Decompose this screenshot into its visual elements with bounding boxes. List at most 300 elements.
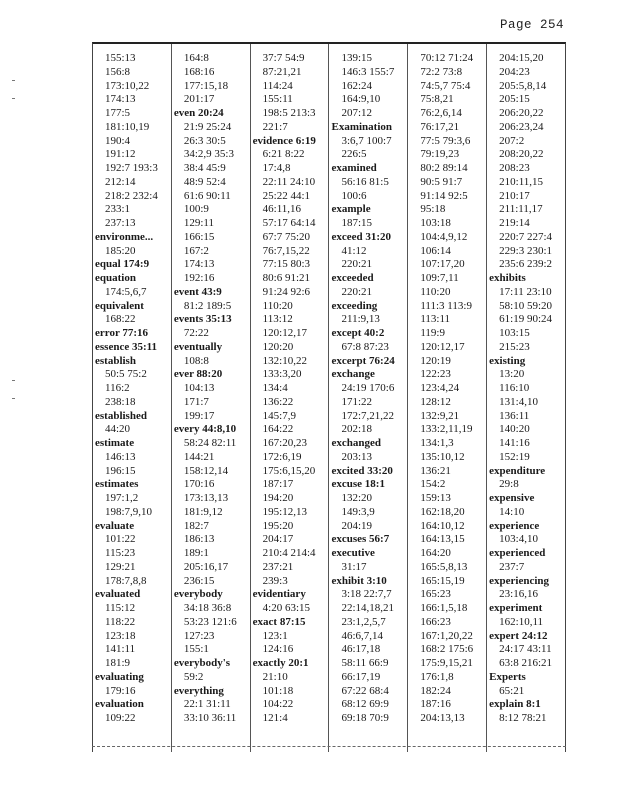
index-reference: 179:16 [105,684,136,697]
index-reference: 195:20 [262,519,294,532]
bottom-rule [92,746,566,747]
index-reference: 107:17,20 [420,258,465,271]
index-reference: 116:2 [105,382,130,394]
index-term: explain 8:1 [489,698,541,711]
index-reference: 182:7 [183,519,209,532]
index-term: events 35:13 [173,313,232,326]
index-reference: 76:2,6,14 [420,107,462,119]
index-reference: 186:13 [183,533,215,546]
index-reference: 6:21 8:22 [262,148,305,161]
index-reference: 146:13 [105,450,136,463]
index-reference: 221:7 [262,120,288,133]
index-reference: 109:7,11 [420,272,459,284]
index-term: excuse 18:1 [331,478,385,491]
index-reference: 103:18 [420,217,451,229]
index-reference: 23:1,2,5,7 [341,615,386,628]
index-reference: 237:13 [105,217,136,229]
index-reference: 195:12,13 [262,505,307,518]
index-reference: 205:15 [499,93,530,106]
index-reference: 113:12 [262,313,293,326]
index-reference: 167:20,23 [262,437,307,449]
index-reference: 176:1,8 [420,670,454,683]
index-reference: 22:11 24:10 [262,175,316,188]
index-reference: 165:15,19 [420,574,465,587]
index-reference: 198:7,9,10 [105,505,153,518]
index-term: expensive [489,492,535,504]
index-reference: 210:4 214:4 [262,547,316,559]
index-reference: 34:2,9 35:3 [183,148,234,161]
index-reference: 132:9,21 [420,409,460,422]
index-reference: 80:6 91:21 [262,272,311,284]
index-reference: 37:7 54:9 [262,52,305,64]
index-reference: 103:15 [499,327,530,339]
index-reference: 206:23,24 [499,120,544,133]
index-reference: 115:12 [105,602,136,614]
index-reference: 21:10 [262,670,288,683]
index-reference: 110:20 [262,299,293,312]
index-reference: 235:6 239:2 [499,258,553,271]
page-number: Page 254 [499,18,564,32]
index-reference: 59:2 [183,670,204,683]
index-reference: 168:22 [105,313,136,326]
index-reference: 146:3 155:7 [341,65,395,78]
index-reference: 156:8 [105,65,131,78]
index-reference: 68:12 69:9 [341,698,389,711]
index-reference: 120:12,17 [262,327,307,339]
index-reference: 90:5 91:7 [420,175,463,188]
index-reference: 233:1 [105,203,131,216]
index-reference: 116:10 [499,382,530,394]
index-reference: 168:2 175:6 [420,643,474,656]
index-term: evaluate [95,519,135,532]
index-term: evidentiary [252,588,306,601]
index-term: evidence 6:19 [252,134,316,147]
index-reference: 210:17 [499,189,530,202]
index-reference: 152:19 [499,450,530,463]
index-reference: 211:11,17 [499,203,543,216]
index-term: estimates [95,478,139,491]
index-reference: 69:18 70:9 [341,712,389,724]
index-reference: 171:7 [183,395,209,408]
index-reference: 164:22 [262,423,294,436]
index-reference: 103:4,10 [499,533,538,546]
index-reference: 76:7,15,22 [262,244,310,257]
index-reference: 196:15 [105,464,136,477]
index-term: experienced [489,547,546,559]
index-reference: 205:5,8,14 [499,79,547,92]
index-reference: 75:8,21 [420,93,454,106]
index-term: except 40:2 [331,327,385,339]
index-reference: 46:11,16 [262,203,302,216]
index-reference: 74:5,7 75:4 [420,79,471,92]
index-reference: 91:24 92:6 [262,285,311,298]
index-term: error 77:16 [95,327,149,339]
index-reference: 58:11 66:9 [341,657,389,669]
index-term: exceed 31:20 [331,230,392,243]
index-reference: 220:7 227:4 [499,230,553,243]
index-columns [93,44,565,752]
index-frame [92,42,566,752]
index-term: exhibit 3:10 [331,574,387,587]
index-reference: 122:23 [420,368,451,381]
index-reference: 162:24 [341,79,373,92]
index-reference: 50:5 75:2 [105,368,147,381]
index-reference: 67:7 75:20 [262,230,311,243]
index-reference: 206:20,22 [499,107,544,119]
index-reference: 155:11 [262,93,293,106]
index-reference: 187:15 [341,217,373,229]
index-reference: 197:1,2 [105,492,139,504]
index-reference: 124:16 [262,643,294,656]
index-reference: 3:6,7 100:7 [341,134,392,147]
index-reference: 25:22 44:1 [262,189,311,202]
index-reference: 192:7 193:3 [105,162,158,174]
index-reference: 189:1 [183,547,209,559]
index-reference: 26:3 30:5 [183,134,226,147]
index-term: evaluating [95,670,144,683]
index-reference: 149:3,9 [341,505,375,518]
index-reference: 95:18 [420,203,446,216]
index-reference: 141:16 [499,437,530,449]
index-reference: 58:10 59:20 [499,299,553,312]
index-term: expert 24:12 [489,629,548,642]
index-reference: 175:6,15,20 [262,464,316,477]
index-reference: 139:15 [341,52,373,64]
index-reference: 181:9,12 [183,505,223,518]
index-reference: 207:12 [341,107,373,119]
index-reference: 77:15 80:3 [262,258,311,271]
index-reference: 123:1 [262,629,288,642]
index-reference: 72:2 73:8 [420,65,463,78]
index-term: exhibits [489,272,526,284]
index-reference: 61:19 90:24 [499,313,553,326]
index-reference: 155:13 [105,52,136,64]
index-reference: 192:16 [183,272,215,284]
index-reference: 158:12,14 [183,464,229,477]
index-reference: 120:19 [420,354,451,367]
index-term: essence 35:11 [95,340,158,353]
index-term: ever 88:20 [173,368,223,381]
index-reference: 187:16 [420,698,451,711]
index-reference: 67:8 87:23 [341,340,389,353]
index-reference: 21:9 25:24 [183,120,232,133]
index-reference: 191:12 [105,148,136,161]
index-reference: 144:21 [183,450,215,463]
index-reference: 46:6,7,14 [341,629,384,642]
index-reference: 236:15 [183,574,215,587]
index-reference: 22:14,18,21 [341,602,395,614]
index-term: Examination [331,120,392,133]
index-reference: 220:21 [341,285,373,298]
index-column-2 [172,44,251,752]
index-reference: 181:10,19 [105,120,150,133]
index-reference: 100:6 [341,189,367,202]
index-reference: 101:18 [262,684,294,697]
index-reference: 132:10,22 [262,354,307,367]
index-reference: 215:23 [499,340,530,353]
index-reference: 104:13 [183,382,215,394]
index-term: environme... [95,230,154,243]
index-reference: 154:2 [420,478,446,491]
index-reference: 226:5 [341,148,367,161]
index-term: eventually [173,340,223,353]
index-reference: 162:10,11 [499,615,544,628]
index-reference: 164:8 [183,52,209,64]
index-term: evaluation [95,698,144,711]
index-reference: 129:21 [105,560,136,573]
index-reference: 162:18,20 [420,505,465,518]
index-reference: 187:17 [262,478,294,491]
index-term: equation [95,272,136,284]
index-reference: 166:15 [183,230,215,243]
index-term: experiencing [489,574,550,587]
index-reference: 81:2 189:5 [183,299,232,312]
index-term: event 43:9 [173,285,222,298]
index-reference: 100:9 [183,203,209,216]
index-term: established [95,409,147,422]
index-reference: 177:5 [105,107,131,119]
index-reference: 8:12 78:21 [499,712,547,724]
index-reference: 211:9,13 [341,313,380,326]
index-reference: 205:16,17 [183,560,229,573]
index-reference: 31:17 [341,560,367,573]
index-reference: 13:20 [499,368,525,381]
index-term: excuses 56:7 [331,533,390,546]
index-reference: 63:8 216:21 [499,657,553,669]
index-reference: 173:10,22 [105,79,150,92]
index-term: exchanged [331,437,381,449]
index-column-5 [408,44,487,752]
index-reference: 164:10,12 [420,519,465,532]
index-reference: 174:5,6,7 [105,285,147,298]
index-reference: 118:22 [105,615,136,628]
index-reference: 194:20 [262,492,294,504]
index-reference: 172:6,19 [262,450,302,463]
index-reference: 17:4,8 [262,162,291,174]
index-reference: 164:20 [420,547,451,559]
index-reference: 128:12 [420,395,451,408]
index-reference: 131:4,10 [499,395,538,408]
index-reference: 172:7,21,22 [341,409,395,422]
index-reference: 111:3 113:9 [420,299,472,312]
index-reference: 164:9,10 [341,93,381,106]
index-reference: 53:23 121:6 [183,615,237,628]
index-reference: 77:5 79:3,6 [420,134,471,147]
index-reference: 174:13 [105,93,136,106]
index-reference: 123:4,24 [420,382,460,394]
index-reference: 127:23 [183,629,215,642]
index-term: everybody [173,588,223,601]
index-reference: 134:1,3 [420,437,454,449]
index-reference: 219:14 [499,217,530,229]
index-term: everybody's [173,657,231,669]
index-reference: 110:20 [420,285,451,298]
index-reference: 136:21 [420,464,451,477]
index-reference: 207:2 [499,134,525,147]
index-reference: 80:2 89:14 [420,162,468,174]
index-reference: 204:17 [262,533,294,546]
index-reference: 140:20 [499,423,530,436]
index-reference: 58:24 82:11 [183,437,237,449]
index-reference: 41:12 [341,244,367,257]
index-reference: 113:11 [420,313,451,326]
index-reference: 136:22 [262,395,294,408]
index-column-3 [251,44,330,752]
index-reference: 67:22 68:4 [341,684,389,697]
index-reference: 181:9 [105,657,131,669]
index-reference: 164:13,15 [420,533,465,546]
index-term: exceeded [331,272,374,284]
index-reference: 203:13 [341,450,373,463]
index-reference: 134:4 [262,382,288,394]
index-term: experience [489,519,540,532]
index-reference: 212:14 [105,175,136,188]
index-reference: 65:21 [499,684,525,697]
index-reference: 70:12 71:24 [420,52,474,64]
index-term: equivalent [95,299,144,312]
index-term: examined [331,162,377,174]
index-reference: 165:5,8,13 [420,560,468,573]
index-reference: 168:16 [183,65,215,78]
index-reference: 210:11,15 [499,175,544,188]
margin-mark [12,80,15,81]
index-reference: 159:13 [420,492,451,504]
index-reference: 104:4,9,12 [420,230,468,243]
index-reference: 91:14 92:5 [420,189,468,202]
index-reference: 171:22 [341,395,373,408]
index-reference: 24:17 43:11 [499,643,552,656]
index-reference: 14:10 [499,505,525,518]
index-reference: 133:2,11,19 [420,423,473,436]
index-reference: 23:16,16 [499,588,538,601]
index-reference: 132:20 [341,492,373,504]
index-term: exchange [331,368,375,381]
index-reference: 121:4 [262,712,288,724]
index-reference: 145:7,9 [262,409,296,422]
index-reference: 22:1 31:11 [183,698,231,711]
index-reference: 48:9 52:4 [183,175,226,188]
index-reference: 199:17 [183,409,215,422]
index-reference: 34:18 36:8 [183,602,232,614]
index-reference: 208:23 [499,162,530,174]
index-reference: 119:9 [420,327,445,339]
index-term: exactly 20:1 [252,657,309,669]
index-term: excerpt 76:24 [331,354,395,367]
index-reference: 104:22 [262,698,294,711]
index-reference: 76:17,21 [420,120,460,133]
index-column-6 [487,44,565,752]
index-reference: 237:21 [262,560,294,573]
index-reference: 185:20 [105,244,136,257]
index-reference: 170:16 [183,478,215,491]
index-reference: 165:23 [420,588,451,601]
index-term: expenditure [489,464,546,477]
index-reference: 115:23 [105,547,136,559]
index-reference: 204:13,13 [420,712,465,724]
index-reference: 173:13,13 [183,492,229,504]
index-term: example [331,203,371,216]
index-reference: 177:15,18 [183,79,229,92]
index-reference: 201:17 [183,93,215,106]
index-reference: 220:21 [341,258,373,271]
index-reference: 202:18 [341,423,373,436]
index-reference: 114:24 [262,79,293,92]
index-reference: 229:3 230:1 [499,244,553,257]
index-reference: 38:4 45:9 [183,162,226,174]
index-reference: 178:7,8,8 [105,574,147,587]
index-reference: 204:15,20 [499,52,544,64]
index-term: even 20:24 [173,107,224,119]
margin-mark [12,398,15,399]
index-reference: 133:3,20 [262,368,302,381]
index-reference: 17:11 23:10 [499,285,552,298]
index-reference: 29:8 [499,478,519,491]
index-term: evaluated [95,588,141,601]
index-reference: 167:2 [183,244,209,257]
index-reference: 218:2 232:4 [105,189,158,202]
index-reference: 182:24 [420,684,451,697]
index-column-1 [93,44,172,752]
index-term: equal 174:9 [95,258,150,271]
index-term: exceeding [331,299,378,312]
index-term: existing [489,354,526,367]
index-reference: 101:22 [105,533,136,546]
index-reference: 120:12,17 [420,340,465,353]
index-reference: 175:9,15,21 [420,657,473,669]
index-reference: 46:17,18 [341,643,381,656]
index-term: exact 87:15 [252,615,306,628]
index-reference: 120:20 [262,340,294,353]
index-reference: 155:1 [183,643,209,656]
index-reference: 204:19 [341,519,373,532]
index-reference: 190:4 [105,134,131,147]
index-reference: 204:23 [499,65,530,78]
index-reference: 166:1,5,18 [420,602,468,614]
index-reference: 141:11 [105,643,136,656]
index-reference: 109:22 [105,712,136,724]
index-reference: 57:17 64:14 [262,217,316,229]
margin-mark [12,380,15,381]
index-reference: 3:18 22:7,7 [341,588,392,601]
index-reference: 135:10,12 [420,450,465,463]
index-reference: 136:11 [499,409,530,422]
index-reference: 174:13 [183,258,215,271]
index-term: experiment [489,602,543,614]
index-reference: 33:10 36:11 [183,712,237,724]
index-reference: 167:1,20,22 [420,629,473,642]
index-reference: 166:23 [420,615,451,628]
index-term: excited 33:20 [331,464,393,477]
index-reference: 56:16 81:5 [341,175,389,188]
index-reference: 208:20,22 [499,148,544,161]
index-reference: 66:17,19 [341,670,381,683]
index-term: Experts [489,670,526,683]
index-reference: 108:8 [183,354,209,367]
index-reference: 79:19,23 [420,148,460,161]
index-reference: 198:5 213:3 [262,107,316,119]
index-reference: 106:14 [420,244,451,257]
index-reference: 72:22 [183,327,209,339]
index-term: estimate [95,437,135,449]
index-reference: 44:20 [105,423,131,436]
index-reference: 24:19 170:6 [341,382,395,394]
index-reference: 87:21,21 [262,65,302,78]
index-reference: 238:18 [105,395,136,408]
index-reference: 239:3 [262,574,288,587]
index-column-4 [329,44,408,752]
index-reference: 237:7 [499,560,525,573]
index-reference: 4:20 63:15 [262,602,311,614]
